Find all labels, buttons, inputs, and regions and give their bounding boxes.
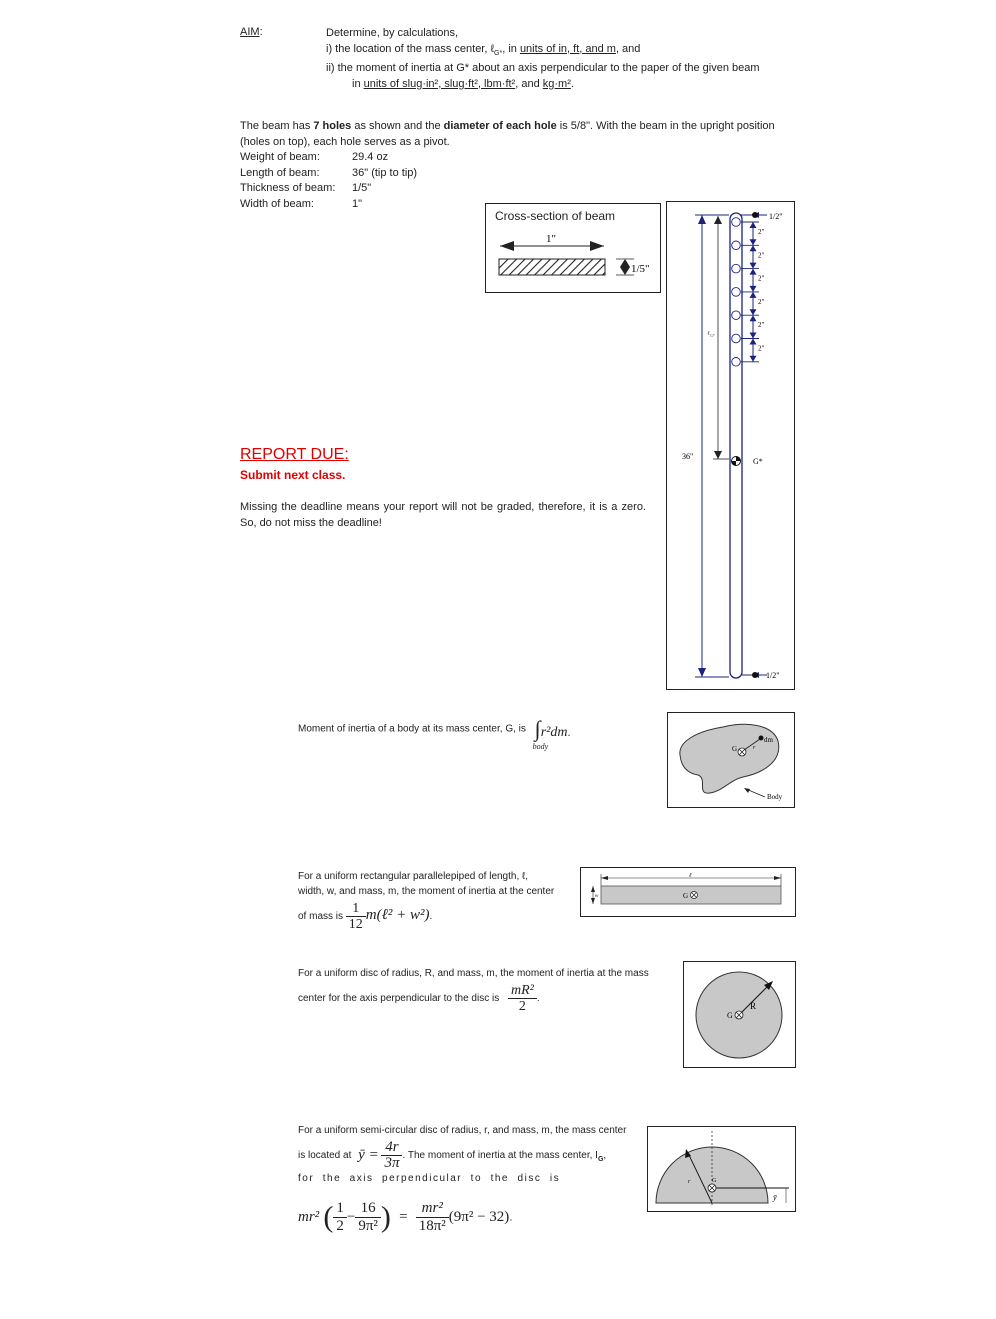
beam-prop-value: 36" (tip to tip) xyxy=(352,166,418,179)
integral-expression: ∫r²dm. body xyxy=(532,716,571,751)
semi-ybar-fraction: $\frac{4r}{3\pi}$ xyxy=(381,1140,402,1171)
semi-figure-box xyxy=(647,1126,796,1212)
g-star-label: G* xyxy=(753,457,763,466)
beam-description xyxy=(240,119,800,212)
disc-line1: For a uniform disc of radius, R, and mass, m, the moment of inertia at the mass xyxy=(298,968,649,979)
aim-label: AIM: xyxy=(240,26,263,38)
cross-section-box xyxy=(485,203,661,293)
rect-line2: width, w, and mass, m, the moment of inertia at the center xyxy=(298,886,555,897)
spacing-label: 2" xyxy=(758,251,765,260)
body-dm-label: dm xyxy=(764,736,773,744)
body-shape xyxy=(680,724,779,793)
beam-diagram xyxy=(667,202,794,689)
beam-hole xyxy=(732,311,741,320)
beam-prop-value: 1" xyxy=(352,197,363,210)
body-g-label: G xyxy=(732,745,738,753)
aim-line1: Determine, by calculations, xyxy=(326,27,459,39)
body-r-label: r xyxy=(753,745,756,751)
disc-diagram xyxy=(684,962,795,1067)
width-label: 1" xyxy=(546,233,556,245)
lg-label: ℓ$_{G*}$ xyxy=(707,331,715,338)
semi-formula: mr² ( $\frac{1}{2}$ − $\frac{16}{\text{9π²}}$ ) = $\frac{\text{mr²}}{\text{18π²}}$ (9π² − 32). xyxy=(298,1200,513,1234)
beam-prop-label: Width of beam: xyxy=(240,197,314,210)
body-figure-box xyxy=(667,712,795,808)
disc-g-label: G xyxy=(727,1011,733,1020)
report-warning: Missing the deadline means your report will not be graded, therefore, it is a zero. So, do not miss the deadline! xyxy=(240,501,646,529)
g-star-marker xyxy=(732,457,741,466)
cross-section-title: Cross-section of beam xyxy=(495,209,616,223)
width-arrow-right xyxy=(590,241,604,251)
rect-g-label: G xyxy=(683,892,689,900)
rect-diagram xyxy=(581,868,795,916)
disc-r-label: R xyxy=(750,1001,757,1011)
cross-section-diagram xyxy=(486,204,660,292)
rect-w-label: w xyxy=(595,894,599,899)
hole-spacing-dimensions xyxy=(741,222,765,362)
disc-moi-text xyxy=(298,966,678,1014)
beam-hole xyxy=(732,241,741,250)
disc-fraction: $\frac{\text{mR²}}{2}$ xyxy=(508,983,537,1014)
aim-text xyxy=(326,26,806,92)
beam-outline xyxy=(730,213,742,678)
beam-prop-row xyxy=(240,150,800,166)
beam-figure-box xyxy=(666,201,795,690)
thickness-label: 1/5" xyxy=(631,263,650,275)
semi-moi-text xyxy=(298,1123,638,1186)
rect-line3: of mass is $\frac{1}{12}$ m(ℓ² + w²). xyxy=(298,901,433,932)
beam-prop-label: Length of beam: xyxy=(240,166,320,179)
rect-line1: For a uniform rectangular parallelepiped of length, ℓ, xyxy=(298,871,529,882)
aim-line4: in units of slug·in², slug·ft², lbm·ft², and kg·m². xyxy=(352,77,574,90)
aim-line2: i) the location of the mass center, ℓ$_{G*}$, in units of in, ft, and m, and xyxy=(326,42,641,57)
spacing-label: 2" xyxy=(758,344,765,353)
rect-l-label: ℓ xyxy=(689,873,692,879)
semi-diagram xyxy=(648,1127,795,1211)
thickness-arrow-down xyxy=(620,267,630,275)
rect-fraction: $\frac{1}{12}$ xyxy=(346,901,366,932)
body-diagram xyxy=(668,713,794,807)
spacing-label: 2" xyxy=(758,297,765,306)
semi-line4: for the axis perpendicular to the disc is xyxy=(298,1173,561,1184)
semi-line2: is located at ȳ = $\frac{4r}{3\pi}$ . The moment of inertia at the mass center, $I_G$, xyxy=(298,1139,607,1171)
semi-r-label: r xyxy=(688,1179,691,1185)
thickness-arrow-up xyxy=(620,259,630,267)
rect-figure-box xyxy=(580,867,796,917)
semi-line1: For a uniform semi-circular disc of radius, r, and mass, m, the mass center xyxy=(298,1125,627,1136)
body-label: Body xyxy=(767,793,783,801)
top-gap-label: 1/2" xyxy=(769,212,783,221)
beam-hole xyxy=(732,358,741,367)
semi-ybar-label: ȳ xyxy=(773,1193,777,1202)
beam-prop-value: 29.4 oz xyxy=(352,151,389,163)
beam-hole xyxy=(732,264,741,273)
beam-intro-line2: (holes on top), each hole serves as a pivot. xyxy=(240,135,450,148)
disc-line2: center for the axis perpendicular to the disc is $\frac{\text{mR²}}{2}$ . xyxy=(298,983,540,1014)
length-label: 36" xyxy=(682,452,694,461)
body-moi-text: Moment of inertia of a body at its mass center, G, is ∫r²dm. body xyxy=(298,716,571,751)
spacing-label: 2" xyxy=(758,274,765,283)
spacing-label: 2" xyxy=(758,228,765,236)
beam-prop-label: Thickness of beam: xyxy=(240,182,336,194)
semi-g-label: G xyxy=(712,1178,717,1184)
beam-hole xyxy=(732,288,741,297)
aim-line3: ii) the moment of inertia at G* about an axis perpendicular to the paper of the given beam xyxy=(326,62,760,75)
beam-prop-label: Weight of beam: xyxy=(240,151,320,163)
beam-hole xyxy=(732,218,741,227)
rect-moi-text xyxy=(298,869,566,932)
report-title: REPORT DUE: xyxy=(240,446,349,463)
report-subtitle: Submit next class. xyxy=(240,468,346,482)
beam-hole xyxy=(732,334,741,343)
hatched-section xyxy=(499,259,605,275)
width-arrow-left xyxy=(500,241,514,251)
aim-label-text: AIM xyxy=(240,26,260,38)
spacing-label: 2" xyxy=(758,321,765,330)
disc-figure-box xyxy=(683,961,796,1068)
beam-prop-row xyxy=(240,181,800,197)
beam-prop-value: 1/5" xyxy=(352,182,372,194)
bottom-gap-label: 1/2" xyxy=(766,671,780,680)
beam-intro: The beam has 7 holes as shown and the diameter of each hole is 5/8". With the beam in the upright position xyxy=(240,120,775,132)
beam-prop-row xyxy=(240,166,800,182)
